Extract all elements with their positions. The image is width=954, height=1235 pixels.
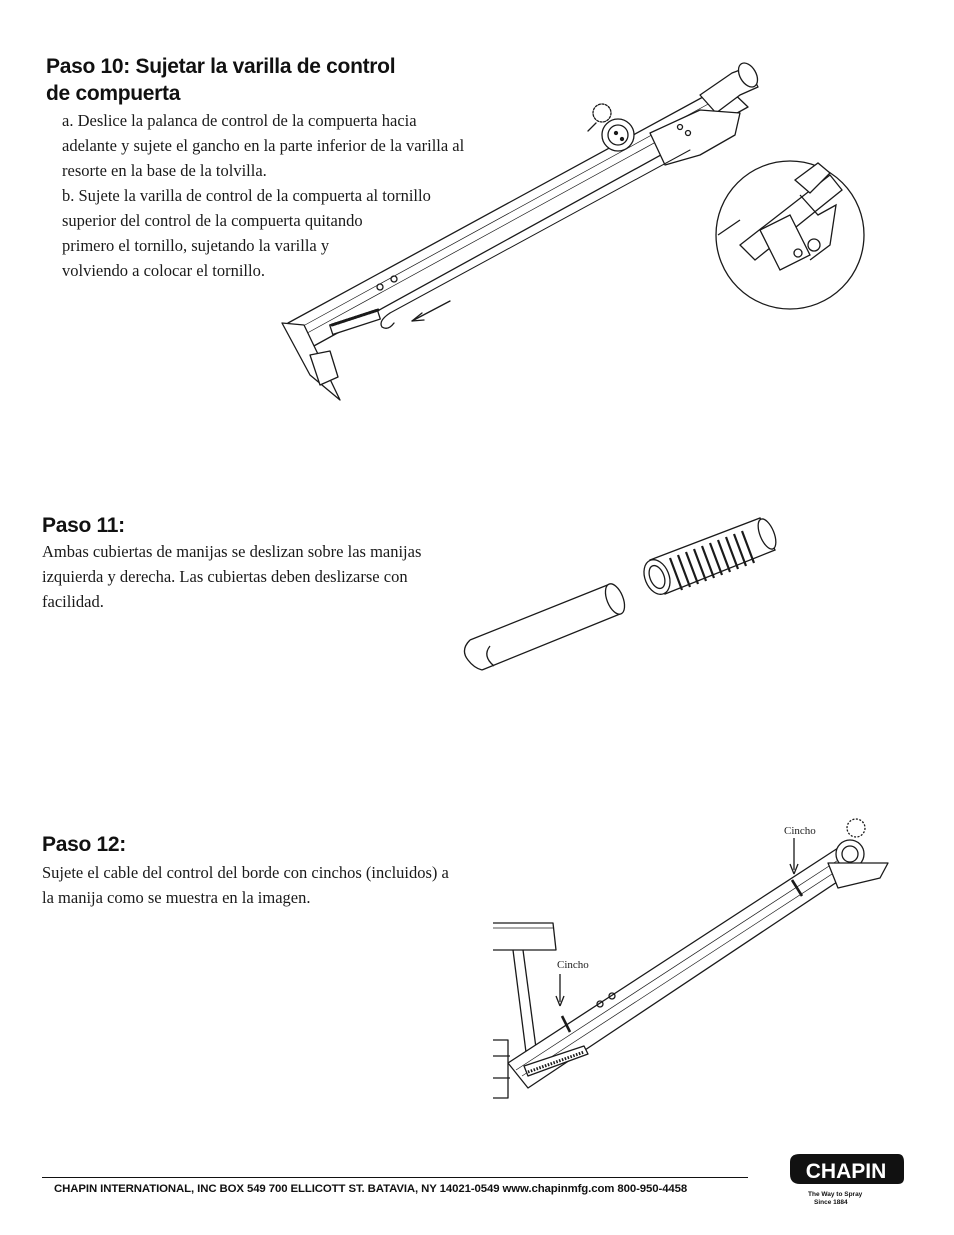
- logo-trademark: ™: [899, 1158, 904, 1164]
- step-11-heading: Paso 11:: [42, 514, 125, 537]
- logo-brand: CHAPIN: [805, 1160, 887, 1183]
- step-11-line: izquierda y derecha. Las cubiertas deben deslizarse con: [42, 567, 408, 586]
- step-11-illustration: [460, 510, 790, 680]
- hopper-frame: [493, 923, 556, 950]
- step-10-illustration: [270, 55, 870, 415]
- detail-zoom-view: [716, 161, 864, 309]
- step-10-line: primero el tornillo, sujetando la varilla y: [62, 236, 330, 255]
- logo-tagline-line-1: The Way to Spray: [808, 1191, 863, 1198]
- step-10-line: resorte en la base de la tolvilla.: [62, 161, 267, 180]
- step-11-line: Ambas cubiertas de manijas se deslizan sobre las manijas: [42, 542, 422, 561]
- footer-divider: [42, 1177, 748, 1178]
- handle-tube: [470, 584, 620, 670]
- step-12-instructions: [42, 860, 449, 910]
- direction-arrow: [412, 301, 450, 321]
- callout-cincho-upper: Cincho: [784, 825, 816, 837]
- step-10-line: volviendo a colocar el tornillo.: [62, 261, 265, 280]
- step-10-heading-line-1: Paso 10: Sujetar la varilla de control: [46, 55, 396, 78]
- control-rod: [390, 150, 690, 313]
- step-12-line: la manija como se muestra en la imagen.: [42, 888, 311, 907]
- step-12-heading: Paso 12:: [42, 833, 126, 856]
- step-11-instructions: [42, 539, 421, 614]
- step-10-line: b. Sujete la varilla de control de la compuerta al tornillo: [62, 186, 431, 205]
- step-10-line: superior del control de la compuerta quitando: [62, 211, 363, 230]
- callout-cincho-lower: Cincho: [557, 959, 589, 971]
- step-10-heading-line-2: de compuerta: [46, 82, 181, 105]
- step-11-line: facilidad.: [42, 592, 104, 611]
- step-12-illustration: [488, 808, 898, 1100]
- chapin-logo: [786, 1152, 908, 1208]
- step-10-line: adelante y sujete el gancho en la parte inferior de la varilla al: [62, 136, 465, 155]
- step-10-line: a. Deslice la palanca de control de la compuerta hacia: [62, 111, 417, 130]
- logo-tagline-line-2: Since 1884: [814, 1199, 848, 1206]
- footer-address: CHAPIN INTERNATIONAL, INC BOX 549 700 ELLICOTT ST. BATAVIA, NY 14021-0549 www.chapinmfg.com 800-950-4458: [54, 1183, 688, 1195]
- step-12-line: Sujete el cable del control del borde con cinchos (incluidos) a: [42, 863, 449, 882]
